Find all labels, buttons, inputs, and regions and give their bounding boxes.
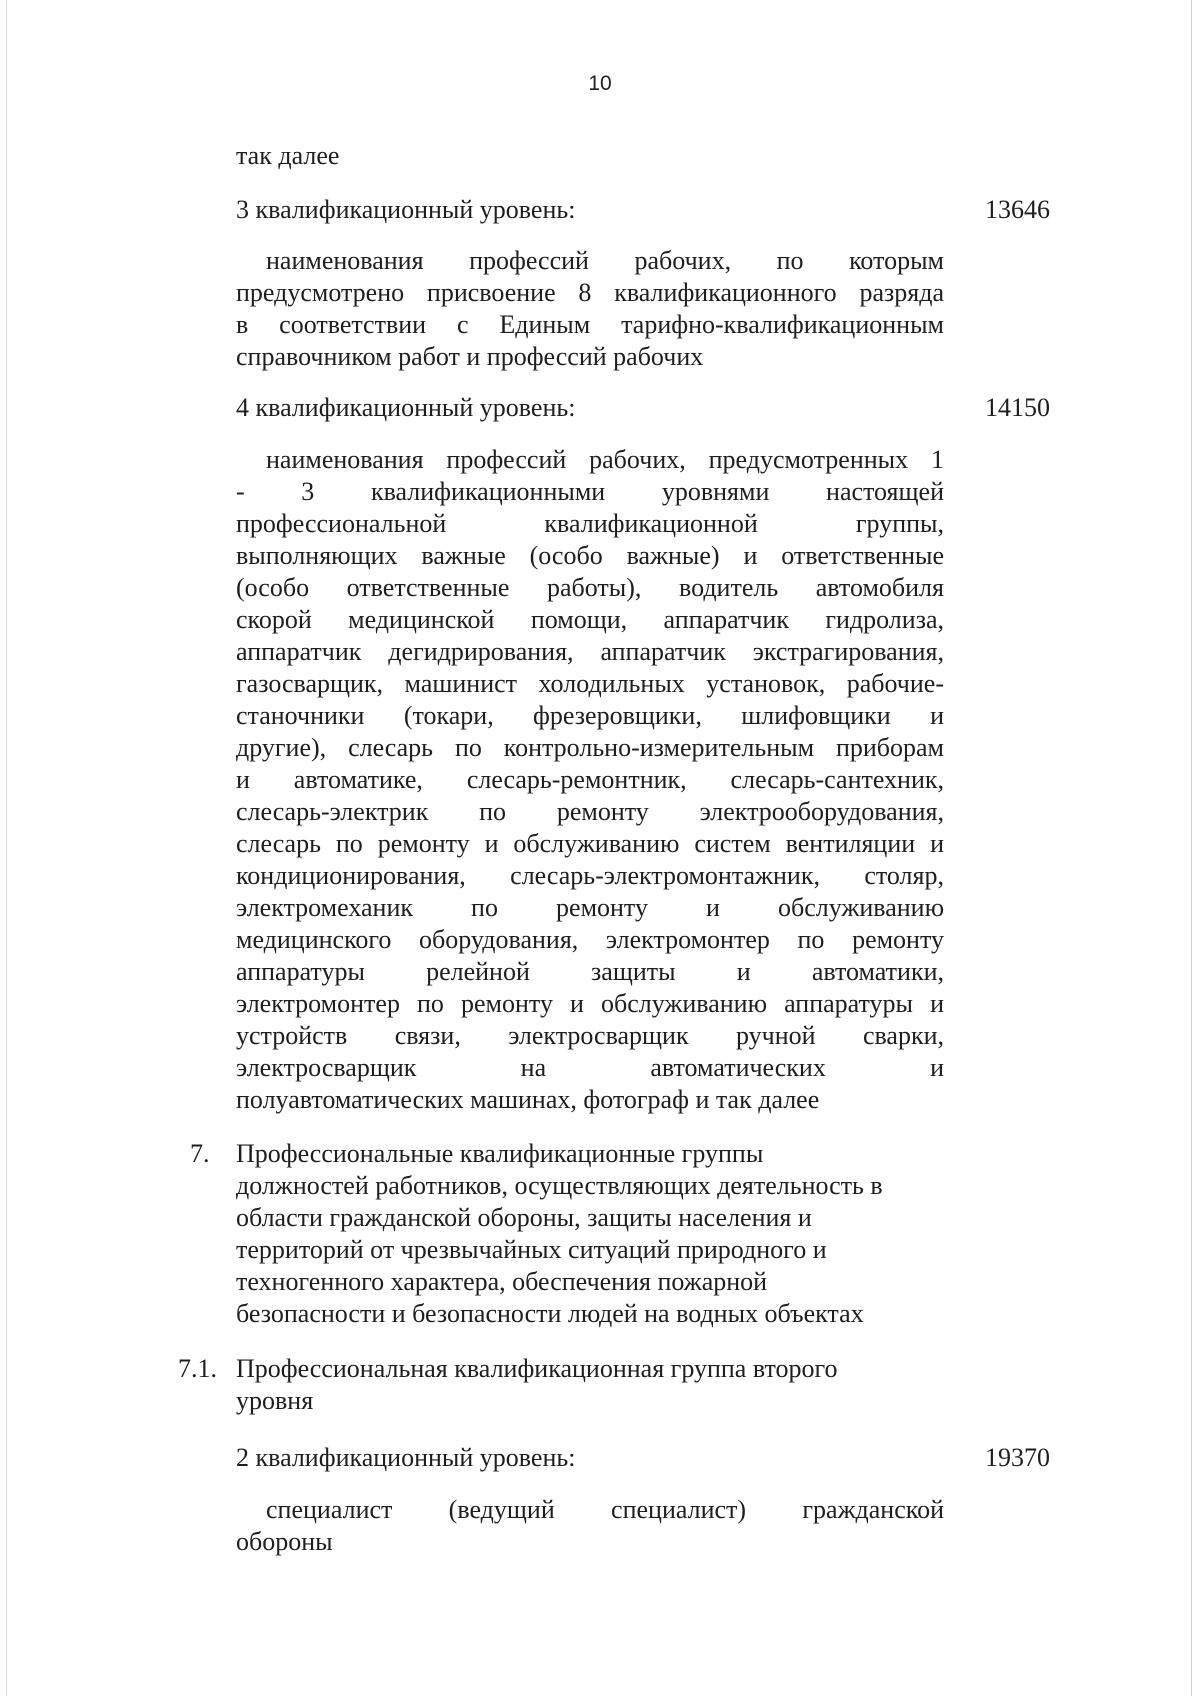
- level3-desc-line: предусмотрено присвоение 8 квалификационного разряда: [236, 278, 944, 307]
- level2-desc-line: обороны: [236, 1527, 333, 1556]
- level4-desc-line: наименования профессий рабочих, предусмотренных 1: [266, 445, 944, 474]
- level3-desc-line: справочником работ и профессий рабочих: [236, 342, 704, 371]
- level4-desc-line: слесарь по ремонту и обслуживанию систем вентиляции и: [236, 829, 944, 858]
- level4-desc-line: газосварщик, машинист холодильных установок, рабочие-: [236, 669, 944, 698]
- section71-number: 7.1.: [178, 1354, 217, 1383]
- level4-description: [236, 444, 944, 1116]
- scan-edge-left: [6, 0, 7, 1696]
- level2-desc-line: специалист (ведущий специалист) гражданской: [266, 1495, 944, 1524]
- section7-heading-line: должностей работников, осуществляющих деятельность в: [236, 1171, 883, 1200]
- level4-desc-line: электросварщик на автоматических и: [236, 1053, 944, 1082]
- page-number: 10: [588, 72, 612, 95]
- level4-desc-line: скорой медицинской помощи, аппаратчик гидролиза,: [236, 605, 944, 634]
- level3-description: [236, 245, 944, 373]
- level4-desc-line: электромонтер по ремонту и обслуживанию аппаратуры и: [236, 989, 944, 1018]
- section71-heading-line: Профессиональная квалификационная группа второго: [236, 1354, 838, 1383]
- level4-desc-line: другие), слесарь по контрольно-измерительным приборам: [236, 733, 944, 762]
- section7-heading-line: территорий от чрезвычайных ситуаций природного и: [236, 1235, 827, 1264]
- level4-desc-line: полуавтоматических машинах, фотограф и так далее: [236, 1085, 820, 1114]
- level4-desc-line: электромеханик по ремонту и обслуживанию: [236, 893, 944, 922]
- level3-label: 3 квалификационный уровень:: [236, 195, 576, 224]
- level3-desc-line: в соответствии с Единым тарифно-квалификационным: [236, 310, 944, 339]
- level4-desc-line: выполняющих важные (особо важные) и ответственные: [236, 541, 944, 570]
- section7-heading-line: безопасности и безопасности людей на водных объектах: [236, 1299, 864, 1328]
- level4-desc-line: кондиционирования, слесарь-электромонтажник, столяр,: [236, 861, 944, 890]
- level3-amount: 13646: [985, 195, 1050, 224]
- level4-desc-line: слесарь-электрик по ремонту электрооборудования,: [236, 797, 944, 826]
- level4-desc-line: аппаратчик дегидрирования, аппаратчик экстрагирования,: [236, 637, 944, 666]
- section7-number: 7.: [190, 1139, 210, 1168]
- level4-label: 4 квалификационный уровень:: [236, 393, 576, 422]
- level2-description: [236, 1494, 944, 1558]
- level4-desc-line: профессиональной квалификационной группы,: [236, 509, 944, 538]
- level4-desc-line: (особо ответственные работы), водитель автомобиля: [236, 573, 944, 602]
- level4-desc-line: и автоматике, слесарь-ремонтник, слесарь-сантехник,: [236, 765, 944, 794]
- level4-desc-line: станочники (токари, фрезеровщики, шлифовщики и: [236, 701, 944, 730]
- level4-desc-line: медицинского оборудования, электромонтер по ремонту: [236, 925, 944, 954]
- level4-amount: 14150: [985, 393, 1050, 422]
- level2-label: 2 квалификационный уровень:: [236, 1443, 576, 1472]
- section71-heading: [236, 1353, 944, 1417]
- section7-heading-line: Профессиональные квалификационные группы: [236, 1139, 764, 1168]
- level2-amount: 19370: [985, 1443, 1050, 1472]
- section7-heading-line: техногенного характера, обеспечения пожарной: [236, 1267, 768, 1296]
- level3-desc-line: наименования профессий рабочих, по которым: [266, 246, 944, 275]
- section71-heading-line: уровня: [236, 1386, 314, 1415]
- scan-edge-right: [1191, 0, 1192, 1696]
- level4-desc-line: устройств связи, электросварщик ручной сварки,: [236, 1021, 944, 1050]
- continued-text: так далее: [236, 141, 340, 170]
- level4-desc-line: - 3 квалификационными уровнями настоящей: [236, 477, 944, 506]
- level4-desc-line: аппаратуры релейной защиты и автоматики,: [236, 957, 944, 986]
- section7-heading: [236, 1138, 944, 1330]
- section7-heading-line: области гражданской обороны, защиты населения и: [236, 1203, 812, 1232]
